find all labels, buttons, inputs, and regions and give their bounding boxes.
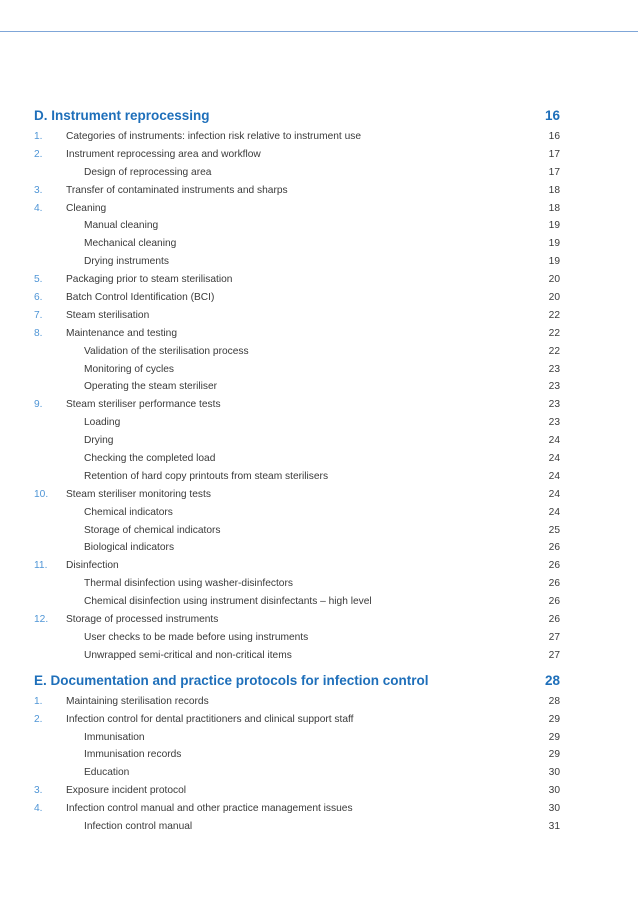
entry-label: Infection control manual and other practice management issues xyxy=(66,803,353,815)
entry-label: Exposure incident protocol xyxy=(66,785,187,797)
entry-page-number: 20 xyxy=(548,274,560,286)
entry-number: 9. xyxy=(34,399,43,411)
entry-page-number: 28 xyxy=(548,695,560,707)
entry-label: Education xyxy=(84,767,130,779)
toc-subentry[interactable] xyxy=(34,818,560,836)
entry-label: Mechanical cleaning xyxy=(84,238,177,250)
entry-number: 4. xyxy=(34,803,43,815)
table-of-contents xyxy=(34,104,560,836)
entry-page-number: 23 xyxy=(548,417,560,429)
entry-page-number: 18 xyxy=(548,202,560,214)
toc-subentry[interactable] xyxy=(34,343,560,361)
entry-label: Storage of chemical indicators xyxy=(84,524,221,536)
toc-entry[interactable] xyxy=(34,271,560,289)
toc-subentry[interactable] xyxy=(34,378,560,396)
entry-number: 2. xyxy=(34,148,43,160)
entry-page-number: 29 xyxy=(548,713,560,725)
entry-number: 8. xyxy=(34,327,43,339)
entry-label: Chemical indicators xyxy=(84,506,173,518)
entry-number: 2. xyxy=(34,713,43,725)
section-title: E. Documentation and practice protocols for infection control xyxy=(34,672,429,688)
entry-label: Biological indicators xyxy=(84,542,175,554)
toc-subentry[interactable] xyxy=(34,647,560,665)
toc-entry[interactable] xyxy=(34,486,560,504)
toc-subentry[interactable] xyxy=(34,746,560,764)
entry-page-number: 19 xyxy=(548,220,560,232)
entry-page-number: 26 xyxy=(548,560,560,572)
entry-label: Operating the steam steriliser xyxy=(84,381,218,393)
entry-page-number: 29 xyxy=(548,731,560,743)
entry-label: Validation of the sterilisation process xyxy=(84,345,249,357)
entry-number: 7. xyxy=(34,309,43,321)
section-title: D. Instrument reprocessing xyxy=(34,108,210,123)
toc-entry[interactable] xyxy=(34,182,560,200)
entry-number: 1. xyxy=(34,695,43,707)
entry-label: Steam steriliser performance tests xyxy=(66,399,221,411)
entry-page-number: 19 xyxy=(548,256,560,268)
entry-page-number: 26 xyxy=(548,596,560,608)
entry-label: Thermal disinfection using washer-disinfectors xyxy=(84,578,293,590)
entry-page-number: 30 xyxy=(548,803,560,815)
toc-subentry[interactable] xyxy=(34,235,560,253)
entry-label: Maintenance and testing xyxy=(66,327,178,339)
section-heading[interactable] xyxy=(34,104,560,128)
toc-entry[interactable] xyxy=(34,325,560,343)
entry-label: User checks to be made before using instruments xyxy=(84,631,309,643)
toc-subentry[interactable] xyxy=(34,432,560,450)
entry-label: Instrument reprocessing area and workflow xyxy=(66,148,261,160)
entry-label: Transfer of contaminated instruments and sharps xyxy=(66,184,288,196)
entry-label: Chemical disinfection using instrument disinfectants – high level xyxy=(84,596,372,608)
toc-entry[interactable] xyxy=(34,800,560,818)
entry-label: Storage of processed instruments xyxy=(66,614,219,626)
toc-entry[interactable] xyxy=(34,711,560,729)
entry-page-number: 30 xyxy=(548,785,560,797)
toc-entry[interactable] xyxy=(34,611,560,629)
entry-label: Drying instruments xyxy=(84,256,169,268)
entry-number: 12. xyxy=(34,614,49,626)
entry-label: Unwrapped semi-critical and non-critical items xyxy=(84,649,292,661)
entry-page-number: 27 xyxy=(548,631,560,643)
toc-subentry[interactable] xyxy=(34,764,560,782)
toc-entry[interactable] xyxy=(34,146,560,164)
toc-subentry[interactable] xyxy=(34,539,560,557)
entry-page-number: 22 xyxy=(548,345,560,357)
section-page-number: 16 xyxy=(544,108,560,123)
toc-entry[interactable] xyxy=(34,289,560,307)
entry-number: 4. xyxy=(34,202,43,214)
toc-subentry[interactable] xyxy=(34,593,560,611)
entry-number: 5. xyxy=(34,274,43,286)
entry-number: 1. xyxy=(34,131,43,142)
toc-entry[interactable] xyxy=(34,307,560,325)
entry-page-number: 17 xyxy=(548,166,560,178)
header-rule xyxy=(0,31,638,32)
toc-subentry[interactable] xyxy=(34,217,560,235)
entry-page-number: 19 xyxy=(548,238,560,250)
toc-entry[interactable] xyxy=(34,396,560,414)
entry-label: Immunisation records xyxy=(84,749,182,761)
entry-label: Steam steriliser monitoring tests xyxy=(66,488,211,500)
toc-entry[interactable] xyxy=(34,557,560,575)
entry-label: Batch Control Identification (BCI) xyxy=(66,292,215,304)
toc-subentry[interactable] xyxy=(34,522,560,540)
entry-label: Checking the completed load xyxy=(84,453,216,465)
entry-label: Categories of instruments: infection risk relative to instrument use xyxy=(66,131,361,142)
entry-number: 3. xyxy=(34,184,43,196)
entry-page-number: 22 xyxy=(548,309,560,321)
toc-entry[interactable] xyxy=(34,693,560,711)
toc-subentry[interactable] xyxy=(34,450,560,468)
entry-page-number: 16 xyxy=(548,131,560,142)
entry-page-number: 25 xyxy=(548,524,560,536)
entry-page-number: 24 xyxy=(548,470,560,482)
toc-subentry[interactable] xyxy=(34,414,560,432)
entry-page-number: 24 xyxy=(548,435,560,447)
toc-subentry[interactable] xyxy=(34,164,560,182)
toc-subentry[interactable] xyxy=(34,468,560,486)
entry-page-number: 26 xyxy=(548,614,560,626)
entry-label: Design of reprocessing area xyxy=(84,166,212,178)
entry-label: Drying xyxy=(84,435,114,447)
entry-page-number: 17 xyxy=(548,148,560,160)
entry-page-number: 29 xyxy=(548,749,560,761)
toc-entry[interactable] xyxy=(34,128,560,146)
entry-page-number: 23 xyxy=(548,399,560,411)
toc-subentry[interactable] xyxy=(34,504,560,522)
entry-page-number: 31 xyxy=(548,820,560,832)
section-heading[interactable] xyxy=(34,669,560,693)
entry-label: Cleaning xyxy=(66,202,107,214)
toc-subentry[interactable] xyxy=(34,253,560,271)
entry-label: Steam sterilisation xyxy=(66,309,150,321)
entry-label: Packaging prior to steam sterilisation xyxy=(66,274,233,286)
toc-subentry[interactable] xyxy=(34,575,560,593)
entry-label: Immunisation xyxy=(84,731,145,743)
entry-page-number: 26 xyxy=(548,542,560,554)
entry-label: Manual cleaning xyxy=(84,220,159,232)
entry-number: 10. xyxy=(34,488,49,500)
entry-page-number: 18 xyxy=(548,184,560,196)
entry-page-number: 24 xyxy=(548,506,560,518)
section-page-number: 28 xyxy=(544,672,560,688)
entry-number: 6. xyxy=(34,292,43,304)
toc-entry[interactable] xyxy=(34,782,560,800)
toc-subentry[interactable] xyxy=(34,361,560,379)
entry-label: Infection control manual xyxy=(84,820,193,832)
entry-page-number: 26 xyxy=(548,578,560,590)
entry-label: Disinfection xyxy=(66,560,119,572)
toc-entry[interactable] xyxy=(34,200,560,218)
entry-label: Infection control for dental practitioners and clinical support staff xyxy=(66,713,354,725)
entry-label: Monitoring of cycles xyxy=(84,363,175,375)
entry-page-number: 27 xyxy=(548,649,560,661)
entry-label: Retention of hard copy printouts from steam sterilisers xyxy=(84,470,329,482)
entry-page-number: 24 xyxy=(548,488,560,500)
entry-number: 11. xyxy=(34,560,48,572)
entry-page-number: 24 xyxy=(548,453,560,465)
entry-page-number: 22 xyxy=(548,327,560,339)
entry-page-number: 23 xyxy=(548,363,560,375)
entry-label: Loading xyxy=(84,417,121,429)
entry-label: Maintaining sterilisation records xyxy=(66,695,209,707)
toc-subentry[interactable] xyxy=(34,629,560,647)
entry-number: 3. xyxy=(34,785,43,797)
entry-page-number: 30 xyxy=(548,767,560,779)
entry-page-number: 20 xyxy=(548,292,560,304)
entry-page-number: 23 xyxy=(548,381,560,393)
toc-subentry[interactable] xyxy=(34,729,560,747)
